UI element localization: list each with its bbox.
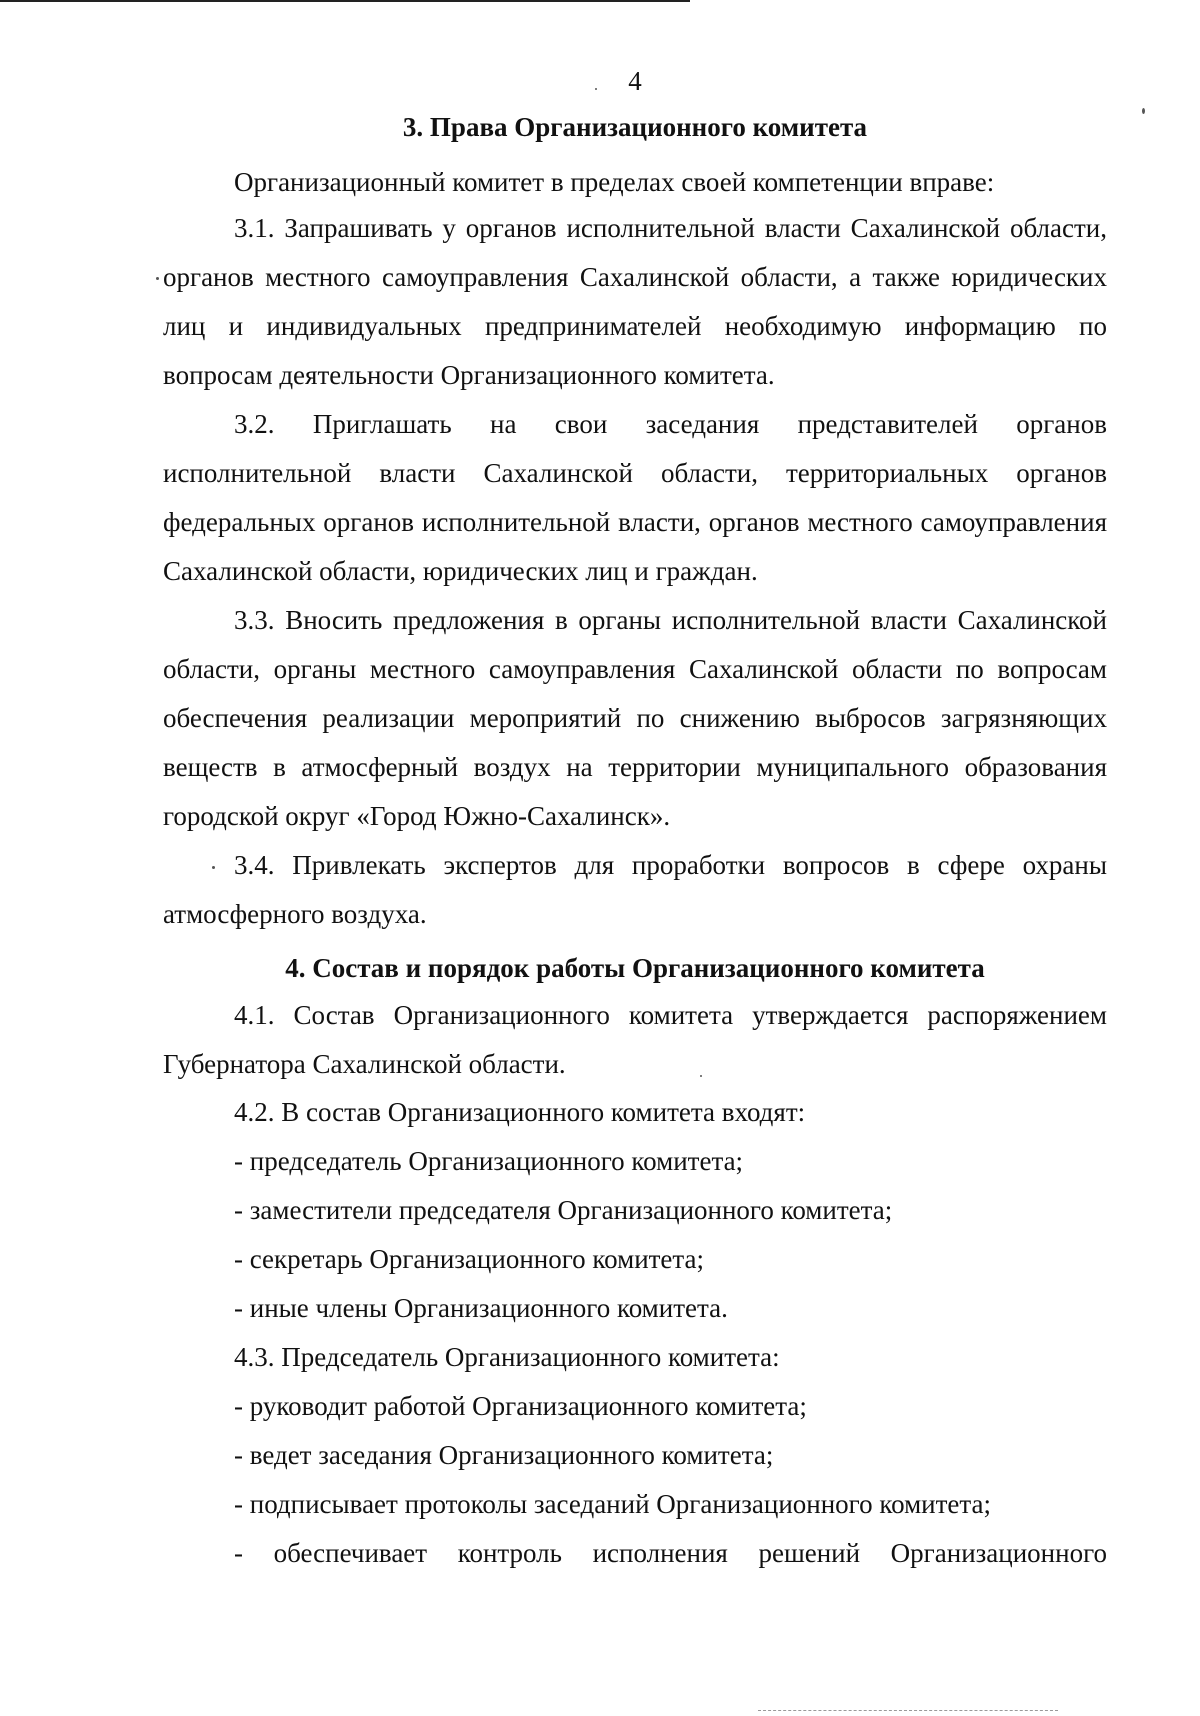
scan-speck: [1142, 108, 1145, 114]
bottom-scan-border: [758, 1710, 1058, 1712]
paragraph-4-1: 4.1. Состав Организационного комитета утверждается распоряжением Губернатора Сахалинской области.: [163, 1000, 1107, 1079]
section-4-heading: 4. Состав и порядок работы Организационного комитета: [285, 953, 985, 983]
section-3-intro: Организационный комитет в пределах своей компетенции вправе:: [234, 167, 995, 197]
top-scan-border: [0, 0, 690, 2]
page-number: 4: [628, 66, 642, 96]
paragraph-4-3: 4.3. Председатель Организационного комитета:: [234, 1342, 780, 1372]
chair-duty-item: - ведет заседания Организационного комитета;: [234, 1440, 774, 1470]
paragraph-3-4: 3.4. Привлекать экспертов для проработки вопросов в сфере охраны атмосферного воздуха.: [163, 850, 1107, 929]
chair-duty-item: - подписывает протоколы заседаний Организационного комитета;: [234, 1489, 992, 1519]
scan-speck: [700, 1075, 702, 1077]
paragraph-3-1: 3.1. Запрашивать у органов исполнительной власти Сахалинской области, органов местного самоуправления Сахалинской области, а также юридических лиц и индивидуальных предпринимателей необходимую информацию по вопросам деятельности Организационного комитета.: [163, 213, 1107, 390]
chair-duty-item: - обеспечивает контроль исполнения решений Организационного: [234, 1538, 1107, 1568]
scan-speck: [156, 277, 159, 280]
member-item: - заместители председателя Организационного комитета;: [234, 1195, 893, 1225]
scan-speck: [595, 88, 597, 90]
paragraph-3-3: 3.3. Вносить предложения в органы исполнительной власти Сахалинской области, органы местного самоуправления Сахалинской области по вопросам обеспечения реализации мероприятий по снижению выбросов загрязняющих веществ в атмосферный воздух на территории муниципального образования городской округ «Город Южно-Сахалинск».: [163, 605, 1107, 831]
member-item: - иные члены Организационного комитета.: [234, 1293, 728, 1323]
paragraph-3-2: 3.2. Приглашать на свои заседания представителей органов исполнительной власти Сахалинской области, территориальных органов федеральных органов исполнительной власти, органов местного самоуправления Сахалинской области, юридических лиц и граждан.: [163, 409, 1107, 586]
chair-duty-item: - руководит работой Организационного комитета;: [234, 1391, 807, 1421]
section-3-heading: 3. Права Организационного комитета: [402, 112, 868, 142]
member-item: - секретарь Организационного комитета;: [234, 1244, 705, 1274]
member-item: - председатель Организационного комитета;: [234, 1146, 744, 1176]
scan-speck: [212, 866, 215, 869]
paragraph-4-2: 4.2. В состав Организационного комитета входят:: [234, 1097, 806, 1127]
